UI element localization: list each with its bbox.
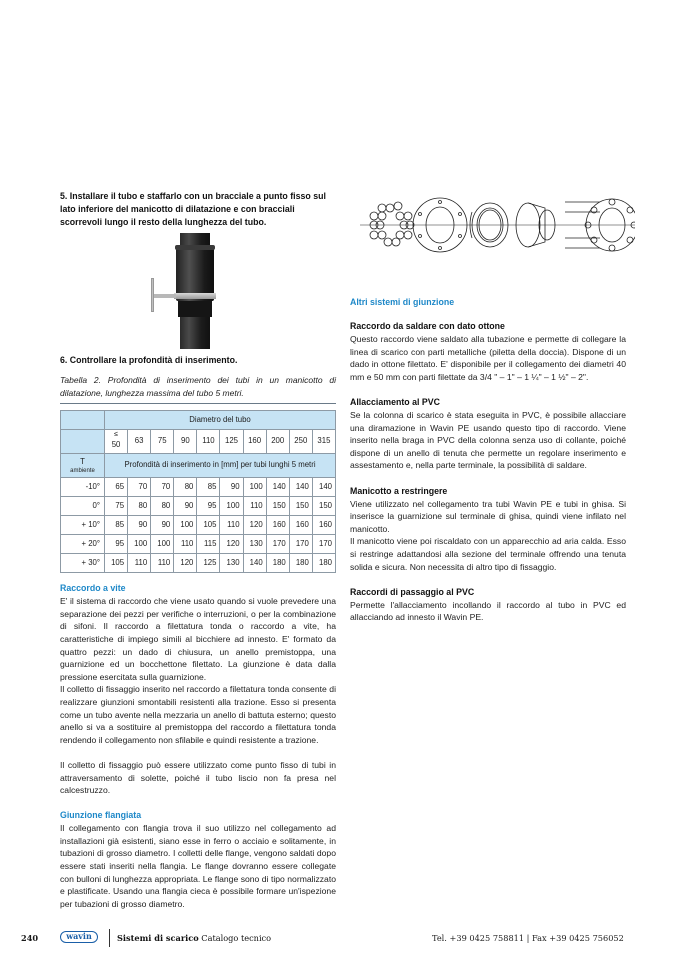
cell: 90 — [220, 478, 243, 497]
cell: 110 — [151, 554, 174, 573]
step-5-heading: 5. Installare il tubo e staffarlo con un bracciale a punto fisso sul lato inferiore del manicotto di dilatazione e con bracciali scorrevoli lungo il resto della lunghezza del tubo. — [60, 191, 326, 227]
right-column — [350, 296, 626, 624]
block-title-raccordo-saldare: Raccordo da saldare con dato ottone — [350, 321, 505, 331]
altri-sistemi-title: Altri sistemi di giunzione — [350, 297, 455, 307]
cell: 110 — [174, 535, 197, 554]
cell: 140 — [243, 554, 266, 573]
diameter-cell: 75 — [151, 430, 174, 454]
cell: 130 — [243, 535, 266, 554]
cell: 120 — [243, 516, 266, 535]
block-para: Se la colonna di scarico è stata eseguita in PVC, è possibile allacciare una diramazione in Wavin PE usando questo tipo di raccordo. Viene inserito nella braga in PVC della colonna senza uso di collante, poiché dispone di un anello di tenuta che permette un regolare inserimento e assestamento e, nella parte terminale, la possibilità di saldare. — [350, 409, 626, 471]
flange-exploded-drawing — [360, 194, 635, 256]
ambient-label: ambiente — [70, 468, 95, 475]
cell: 70 — [151, 478, 174, 497]
catalog-title-bold: Sistemi di scarico — [117, 933, 199, 943]
cell: 170 — [289, 535, 312, 554]
cell: 70 — [128, 478, 151, 497]
block-title-manicotto: Manicotto a restringere — [350, 485, 448, 496]
diameter-cell: 160 — [243, 430, 266, 454]
table-row — [61, 478, 336, 497]
diameter-cell: 63 — [128, 430, 151, 454]
insertion-depth-table — [60, 410, 336, 573]
diameter-cell: 200 — [266, 430, 289, 454]
raccordo-vite-para-3: Il colletto di fissaggio può essere utilizzato come punto fisso di tubi in attraversamento di solette, poiché il tubo liscio non fa presa nel calcestruzzo. — [60, 759, 336, 796]
giunzione-flangiata-title: Giunzione flangiata — [60, 810, 142, 821]
diameter-cell: 110 — [197, 430, 220, 454]
cell: 140 — [289, 478, 312, 497]
temperature-label: T — [80, 456, 85, 466]
cell: 90 — [128, 516, 151, 535]
raccordo-vite-title: Raccordo a vite — [60, 583, 126, 594]
left-column — [60, 190, 336, 910]
cell: 170 — [266, 535, 289, 554]
cell: 95 — [197, 497, 220, 516]
depth-subheader: Profondità di inserimento in [mm] per tubi lunghi 5 metri — [105, 454, 336, 478]
diameter-cell: 90 — [174, 430, 197, 454]
table-row — [61, 516, 336, 535]
table-group-header-row — [61, 411, 336, 430]
cell: 80 — [151, 497, 174, 516]
cell: 115 — [197, 535, 220, 554]
cell: 180 — [289, 554, 312, 573]
cell: 65 — [105, 478, 128, 497]
cell: 90 — [174, 497, 197, 516]
block-para: Viene utilizzato nel collegamento tra tubi Wavin PE e tubi in ghisa. Si inserisce la guarnizione sul terminale di ghisa, quindi viene infilato nel manicotto. — [350, 498, 626, 534]
diameter-cell — [105, 430, 128, 454]
row-temp: + 20° — [61, 535, 105, 554]
cell: 90 — [151, 516, 174, 535]
row-temp: + 30° — [61, 554, 105, 573]
bolts-nuts-icon — [370, 202, 414, 246]
cell: 100 — [128, 535, 151, 554]
cell: 150 — [289, 497, 312, 516]
cell: 180 — [312, 554, 335, 573]
wavin-logo: wavin — [60, 931, 98, 943]
catalog-title-rest: Catalogo tecnico — [198, 933, 272, 943]
cell: 100 — [243, 478, 266, 497]
cell: 100 — [220, 497, 243, 516]
block-title-raccordi-passaggio: Raccordi di passaggio al PVC — [350, 586, 475, 597]
cell: 100 — [174, 516, 197, 535]
cell: 120 — [174, 554, 197, 573]
table-corner-cell-2 — [61, 430, 105, 454]
cell: 125 — [197, 554, 220, 573]
page-number: 240 — [21, 933, 39, 943]
cell: 160 — [289, 516, 312, 535]
table-row — [61, 554, 336, 573]
cell: 160 — [266, 516, 289, 535]
block-title-allacciamento-pvc: Allacciamento al PVC — [350, 396, 440, 407]
cell: 110 — [220, 516, 243, 535]
cell: 85 — [197, 478, 220, 497]
table-row — [61, 535, 336, 554]
cell: 140 — [312, 478, 335, 497]
cell: 150 — [266, 497, 289, 516]
giunzione-flangiata-para: Il collegamento con flangia trova il suo utilizzo nel collegamento ad installazioni già esistenti, siano esse in ferro o acciaio e solitamente, in tubazioni di grosso diametro. I colletti delle flange, vengono saldati dopo essere stati inseriti nella flangia. Le flange dovranno essere collegate con bulloni di lunghezza appropriata. Le flange sono di tipo normalizzato e plastificate. Usando una flangia cieca è possibile formare un'ispezione per tubazioni di grosso diametro. — [60, 823, 336, 909]
cell: 140 — [266, 478, 289, 497]
cell: 160 — [312, 516, 335, 535]
temperature-header — [61, 454, 105, 478]
catalog-title — [117, 932, 271, 945]
block-para: Questo raccordo viene saldato alla tubazione e permette di collegare la linea di scarico con parti metalliche (piletta della doccia). Dispone di un dado in ottone filettato. E' disponibile per il collegamento dei diametri 40 mm e 50 mm con parti filettate da 3/4 " – 1" – 1 ¼" – 1 ½" – 2". — [350, 334, 626, 382]
diameter-header-row — [61, 430, 336, 454]
row-temp: -10° — [61, 478, 105, 497]
table-caption: Tabella 2. Profondità di inserimento dei tubi in un manicotto di dilatazione, lunghezza massima del tubo 5 metri. — [60, 374, 336, 404]
cell: 110 — [128, 554, 151, 573]
cell: 180 — [266, 554, 289, 573]
cell: 105 — [105, 554, 128, 573]
cell: 100 — [151, 535, 174, 554]
cell: 170 — [312, 535, 335, 554]
cell: 80 — [174, 478, 197, 497]
page-footer — [0, 929, 677, 947]
subheader-row — [61, 454, 336, 478]
diameter-cell: 125 — [220, 430, 243, 454]
block-para: Il manicotto viene poi riscaldato con un apparecchio ad aria calda. Esso si restringe adattandosi alla sezione del terminale offrendo una tenuta solida e sicura. Non necessita di altro tipo di fissaggio. — [350, 536, 626, 572]
diameter-cell: 315 — [312, 430, 335, 454]
raccordo-vite-para-2: Il colletto di fissaggio inserito nel raccordo a filettatura tonda consente di realizzare giunzioni smontabili resistenti alla trazione. Esso si presenta come un tubo avente nella mezzaria un anello di battuta esterno; questo anello si va a sostituire al premistoppa del raccordo a filettatura tonda rendendo il collegamento non sfilabile e quindi resistente a trazione. — [60, 684, 336, 745]
footer-divider — [109, 929, 110, 947]
step-6-heading: 6. Controllare la profondità di inserimento. — [60, 355, 238, 365]
cell: 75 — [105, 497, 128, 516]
contact-info: Tel. +39 0425 758811 | Fax +39 0425 756052 — [432, 933, 624, 943]
cell: 110 — [243, 497, 266, 516]
cell: 105 — [197, 516, 220, 535]
row-temp: + 10° — [61, 516, 105, 535]
diameter-group-header: Diametro del tubo — [105, 411, 336, 430]
table-corner-cell — [61, 411, 105, 430]
cell: 80 — [128, 497, 151, 516]
block-para: Permette l'allacciamento incollando il raccordo al tubo in PVC ed allacciando ad innesto il Wavin PE. — [350, 599, 626, 623]
photo-spacer — [60, 229, 336, 354]
cell: 130 — [220, 554, 243, 573]
raccordo-vite-para-1: E' il sistema di raccordo che viene usato quando si vuole prevedere una separazione dei pezzi per verifiche o interruzioni, o per la combinazione di sifoni. Il raccordo a filettatura tonda o raccordo a vite, ha caratteristiche di impiego simili al bicchiere ad innesto. E' formato da quattro pezzi: un dado di chiusura, un anello premistoppa, una guarnizione ed un bocchettone filettato. La giunzione è data dalla pressione esercitata sulla guarnizione. — [60, 596, 336, 682]
cell: 150 — [312, 497, 335, 516]
cell: 95 — [105, 535, 128, 554]
diameter-cell: 250 — [289, 430, 312, 454]
table-row — [61, 497, 336, 516]
diameter-value: 50 — [111, 440, 121, 450]
cell: 120 — [220, 535, 243, 554]
row-temp: 0° — [61, 497, 105, 516]
le-symbol: ≤ — [114, 431, 118, 439]
cell: 85 — [105, 516, 128, 535]
